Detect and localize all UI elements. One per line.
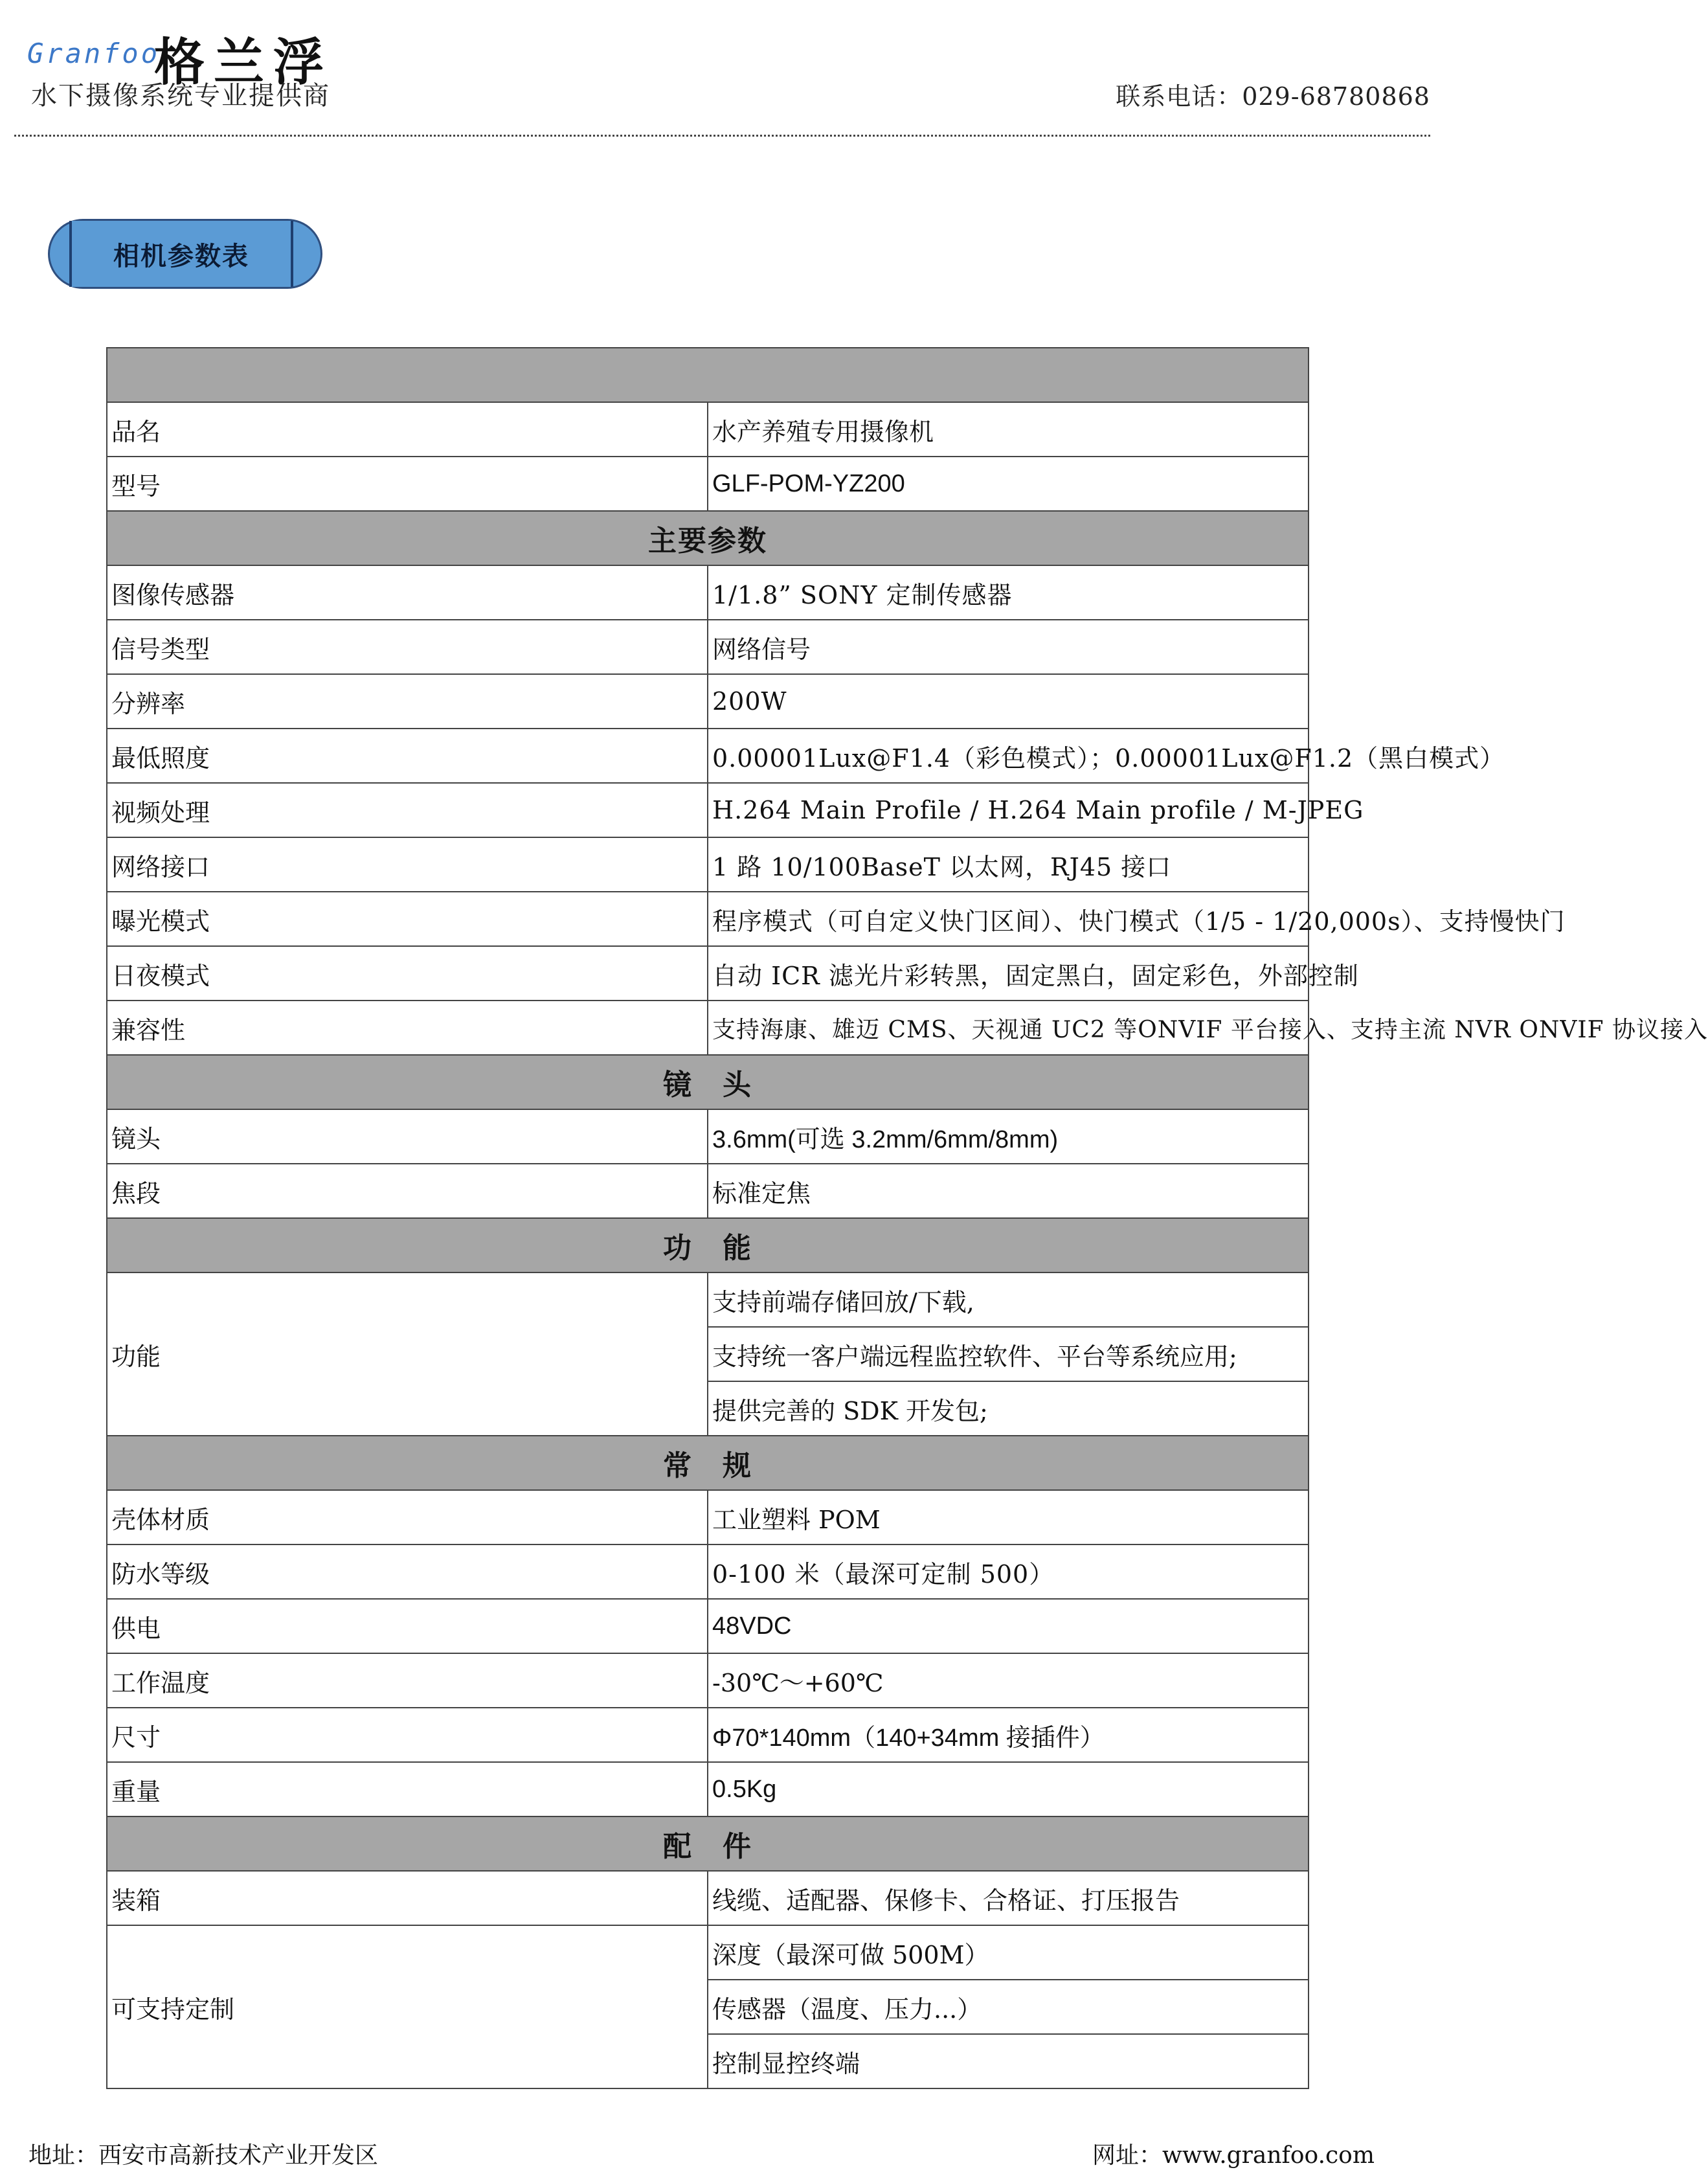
row-value: 工业塑料 POM <box>708 1490 1309 1544</box>
row-value: 标准定焦 <box>708 1164 1309 1218</box>
section-header-lens <box>107 1055 1309 1109</box>
row-value: 1 路 10/100BaseT 以太网，RJ45 接口 <box>708 837 1309 892</box>
row-key: 可支持定制 <box>107 1925 708 2088</box>
row-key: 装箱 <box>107 1871 708 1925</box>
header-divider <box>14 135 1430 137</box>
table-row <box>107 1708 1309 1762</box>
table-row <box>107 1544 1309 1599</box>
section-title: 主要参数 <box>107 511 1309 565</box>
row-key: 网络接口 <box>107 837 708 892</box>
table-row <box>107 565 1309 620</box>
logo-chinese: 格兰浮 <box>154 33 333 92</box>
table-row <box>107 837 1309 892</box>
row-key: 防水等级 <box>107 1544 708 1599</box>
section-title: 配 件 <box>107 1816 1309 1871</box>
table-row <box>107 620 1309 674</box>
section-header-main <box>107 511 1309 565</box>
row-value: 200W <box>708 674 1309 729</box>
logo-tagline: 水下摄像系统专业提供商 <box>31 81 330 111</box>
row-key: 品名 <box>107 402 708 457</box>
row-key: 尺寸 <box>107 1708 708 1762</box>
row-value: 程序模式（可自定义快门区间）、快门模式（1/5 - 1/20,000s）、支持慢快门 <box>708 892 1309 946</box>
table-top-bar <box>107 348 1309 402</box>
company-logo <box>25 18 361 109</box>
section-pill-label: 相机参数表 <box>69 221 293 287</box>
row-value: H.264 Main Profile / H.264 Main profile / M-JPEG <box>708 783 1309 837</box>
row-key: 供电 <box>107 1599 708 1653</box>
table-row <box>107 1273 1309 1327</box>
table-row <box>107 1653 1309 1708</box>
row-key: 分辨率 <box>107 674 708 729</box>
row-key: 视频处理 <box>107 783 708 837</box>
section-title: 镜 头 <box>107 1055 1309 1109</box>
row-value: 48VDC <box>708 1599 1309 1653</box>
section-header-accessories <box>107 1816 1309 1871</box>
table-row <box>107 1109 1309 1164</box>
row-key: 兼容性 <box>107 1001 708 1055</box>
table-row <box>107 1490 1309 1544</box>
row-value: 网络信号 <box>708 620 1309 674</box>
row-value: 自动 ICR 滤光片彩转黑，固定黑白，固定彩色，外部控制 <box>708 946 1309 1001</box>
table-row <box>107 457 1309 511</box>
row-value: 线缆、适配器、保修卡、合格证、打压报告 <box>708 1871 1309 1925</box>
footer-address: 地址：西安市高新技术产业开发区 <box>28 2142 379 2169</box>
table-row <box>107 1871 1309 1925</box>
row-value: GLF-POM-YZ200 <box>708 457 1309 511</box>
row-value: 1/1.8” SONY 定制传感器 <box>708 565 1309 620</box>
table-row <box>107 783 1309 837</box>
section-title: 常 规 <box>107 1436 1309 1490</box>
row-value: 0-100 米（最深可定制 500） <box>708 1544 1309 1599</box>
row-key: 信号类型 <box>107 620 708 674</box>
table-row <box>107 1164 1309 1218</box>
table-row <box>107 1925 1309 1980</box>
row-value: 深度（最深可做 500M） <box>708 1925 1309 1980</box>
section-header-function <box>107 1218 1309 1273</box>
table-row <box>107 1599 1309 1653</box>
row-value: 水产养殖专用摄像机 <box>708 402 1309 457</box>
row-key: 焦段 <box>107 1164 708 1218</box>
row-value: 3.6mm(可选 3.2mm/6mm/8mm) <box>708 1109 1309 1164</box>
row-value: 支持前端存储回放/下载, <box>708 1273 1309 1327</box>
section-title: 功 能 <box>107 1218 1309 1273</box>
row-key: 曝光模式 <box>107 892 708 946</box>
section-pill <box>48 219 322 289</box>
row-key: 型号 <box>107 457 708 511</box>
row-value: 传感器（温度、压力...） <box>708 1980 1309 2034</box>
row-value: 支持统一客户端远程监控软件、平台等系统应用; <box>708 1327 1309 1381</box>
row-key: 最低照度 <box>107 729 708 783</box>
footer-website: 网址：www.granfoo.com <box>1092 2142 1375 2169</box>
row-key: 镜头 <box>107 1109 708 1164</box>
row-value: 0.00001Lux@F1.4（彩色模式）；0.00001Lux@F1.2（黑白模式） <box>708 729 1309 783</box>
row-key: 日夜模式 <box>107 946 708 1001</box>
table-row <box>107 946 1309 1001</box>
row-value: 0.5Kg <box>708 1762 1309 1816</box>
row-key: 功能 <box>107 1273 708 1436</box>
table-row <box>107 674 1309 729</box>
row-value: 支持海康、雄迈 CMS、天视通 UC2 等ONVIF 平台接入、支持主流 NVR ONVIF 协议接入 <box>708 1001 1309 1055</box>
contact-phone: 联系电话：029-68780868 <box>1116 82 1430 111</box>
table-row <box>107 402 1309 457</box>
table-row <box>107 892 1309 946</box>
row-key: 壳体材质 <box>107 1490 708 1544</box>
row-key: 图像传感器 <box>107 565 708 620</box>
table-row <box>107 1762 1309 1816</box>
row-key: 重量 <box>107 1762 708 1816</box>
table-row <box>107 729 1309 783</box>
row-value: 控制显控终端 <box>708 2034 1309 2088</box>
logo-english: Granfoo <box>27 38 161 69</box>
table-row <box>107 1001 1309 1055</box>
row-key: 工作温度 <box>107 1653 708 1708</box>
section-header-general <box>107 1436 1309 1490</box>
row-value: -30℃～+60℃ <box>708 1653 1309 1708</box>
row-value: 提供完善的 SDK 开发包; <box>708 1381 1309 1436</box>
row-value: Φ70*140mm（140+34mm 接插件） <box>708 1708 1309 1762</box>
spec-table <box>106 347 1708 2089</box>
